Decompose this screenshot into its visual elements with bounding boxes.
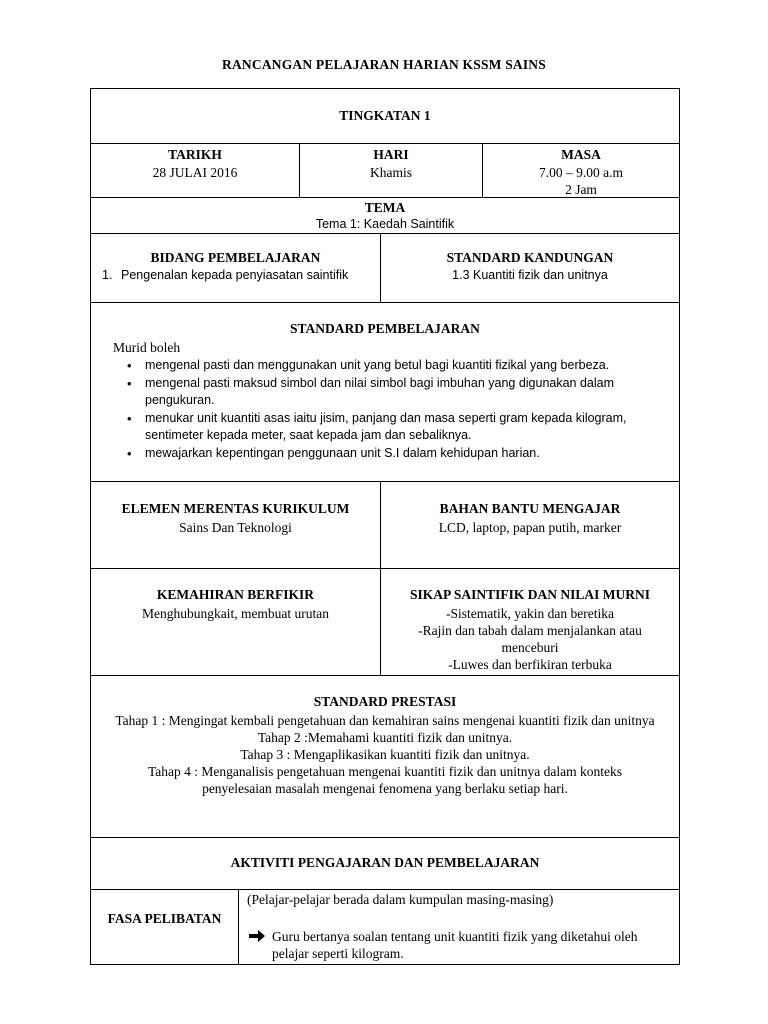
standard-pembelajaran-section xyxy=(91,302,679,481)
standard-kandungan-cell xyxy=(381,233,679,302)
lesson-plan-table xyxy=(90,88,680,965)
tema-row xyxy=(91,197,679,233)
tahap-line: Tahap 1 : Mengingat kembali pengetahuan dan kemahiran sains mengenai kuantiti fizik dan unitnya xyxy=(115,713,655,728)
sikap-line: -Rajin dan tabah dalam menjalankan atau menceburi xyxy=(418,623,642,655)
fasa-pelibatan-item xyxy=(247,928,667,962)
sikap-values xyxy=(395,605,665,673)
sikap-line: -Luwes dan berfikiran terbuka xyxy=(448,657,612,672)
elemen-label: ELEMEN MERENTAS KURIKULUM xyxy=(121,501,350,516)
bidang-value: Pengenalan kepada penyiasatan saintifik xyxy=(121,268,349,282)
tarikh-value: 28 JULAI 2016 xyxy=(152,165,238,180)
standard-prestasi-label: STANDARD PRESTASI xyxy=(313,694,457,709)
bidang-number: 1. xyxy=(102,268,113,282)
arrow-right-icon xyxy=(249,929,266,947)
masa-duration: 2 Jam xyxy=(565,182,597,197)
bahan-value: LCD, laptop, papan putih, marker xyxy=(438,520,622,535)
hari-cell xyxy=(300,143,483,197)
kemahiran-value: Menghubungkait, membuat urutan xyxy=(141,606,330,621)
tarikh-label: TARIKH xyxy=(168,147,222,162)
list-item: • mewajarkan kepentingan penggunaan unit S.I dalam kehidupan harian. xyxy=(118,445,674,463)
hari-value: Khamis xyxy=(370,165,412,180)
fasa-pelibatan-label: FASA PELIBATAN xyxy=(107,911,222,926)
elemen-value: Sains Dan Teknologi xyxy=(179,520,292,535)
sikap-cell xyxy=(381,568,679,675)
masa-value: 7.00 – 9.00 a.m xyxy=(539,165,623,180)
sikap-line: -Sistematik, yakin dan beretika xyxy=(446,606,614,621)
standard-prestasi-lines xyxy=(106,712,664,797)
standard-kandungan-value: 1.3 Kuantiti fizik dan unitnya xyxy=(452,268,608,282)
list-item: • menukar unit kuantiti asas iaitu jisim, panjang dan masa seperti gram kepada kilogram, sentimeter kepada meter, saat kepada jam dan sebaliknya. xyxy=(118,410,674,445)
bidang-label: BIDANG PEMBELAJARAN xyxy=(150,250,321,265)
list-item: • mengenal pasti maksud simbol dan nilai simbol bagi imbuhan yang digunakan dalam pengukuran. xyxy=(118,375,674,410)
fasa-pelibatan-item-text: Guru bertanya soalan tentang unit kuantiti fizik yang diketahui oleh pelajar seperti kilogram. xyxy=(272,929,638,961)
fasa-pelibatan-label-cell xyxy=(91,889,239,964)
aktiviti-row xyxy=(91,837,679,889)
hari-label: HARI xyxy=(373,147,409,162)
list-item: • mengenal pasti dan menggunakan unit yang betul bagi kuantiti fizikal yang berbeza. xyxy=(118,357,674,375)
sikap-label: SIKAP SAINTIFIK DAN NILAI MURNI xyxy=(409,587,651,602)
standard-prestasi-section xyxy=(91,675,679,837)
tarikh-cell xyxy=(91,143,300,197)
masa-label: MASA xyxy=(561,147,601,162)
bidang-value-line xyxy=(102,268,348,282)
bidang-cell xyxy=(91,233,381,302)
bahan-label: BAHAN BANTU MENGAJAR xyxy=(439,501,621,516)
standard-pembelajaran-label: STANDARD PEMBELAJARAN xyxy=(290,321,480,336)
standard-kandungan-label: STANDARD KANDUNGAN xyxy=(446,250,614,265)
kemahiran-cell xyxy=(91,568,381,675)
tema-label: TEMA xyxy=(364,200,406,215)
tingkatan-label: TINGKATAN 1 xyxy=(339,108,431,123)
fasa-pelibatan-note: (Pelajar-pelajar berada dalam kumpulan masing-masing) xyxy=(247,892,554,907)
elemen-cell xyxy=(91,481,381,568)
tahap-line: Tahap 4 : Menganalisis pengetahuan mengenai kuantiti fizik dan unitnya dalam konteks penyelesaian masalah mengenai fenomena yang berlaku setiap hari. xyxy=(147,764,623,796)
fasa-pelibatan-content-cell xyxy=(239,889,679,964)
tema-value: Tema 1: Kaedah Saintifik xyxy=(315,217,455,231)
document-title: RANCANGAN PELAJARAN HARIAN KSSM SAINS xyxy=(222,57,546,72)
standard-pembelajaran-list xyxy=(118,357,674,462)
aktiviti-label: AKTIVITI PENGAJARAN DAN PEMBELAJARAN xyxy=(230,855,540,870)
bahan-cell xyxy=(381,481,679,568)
kemahiran-label: KEMAHIRAN BERFIKIR xyxy=(156,587,315,602)
tingkatan-row xyxy=(91,89,679,143)
tahap-line: Tahap 3 : Mengaplikasikan kuantiti fizik dan unitnya. xyxy=(240,747,530,762)
tahap-line: Tahap 2 :Memahami kuantiti fizik dan unitnya. xyxy=(257,730,513,745)
masa-cell xyxy=(483,143,679,197)
standard-pembelajaran-intro: Murid boleh xyxy=(113,340,181,355)
